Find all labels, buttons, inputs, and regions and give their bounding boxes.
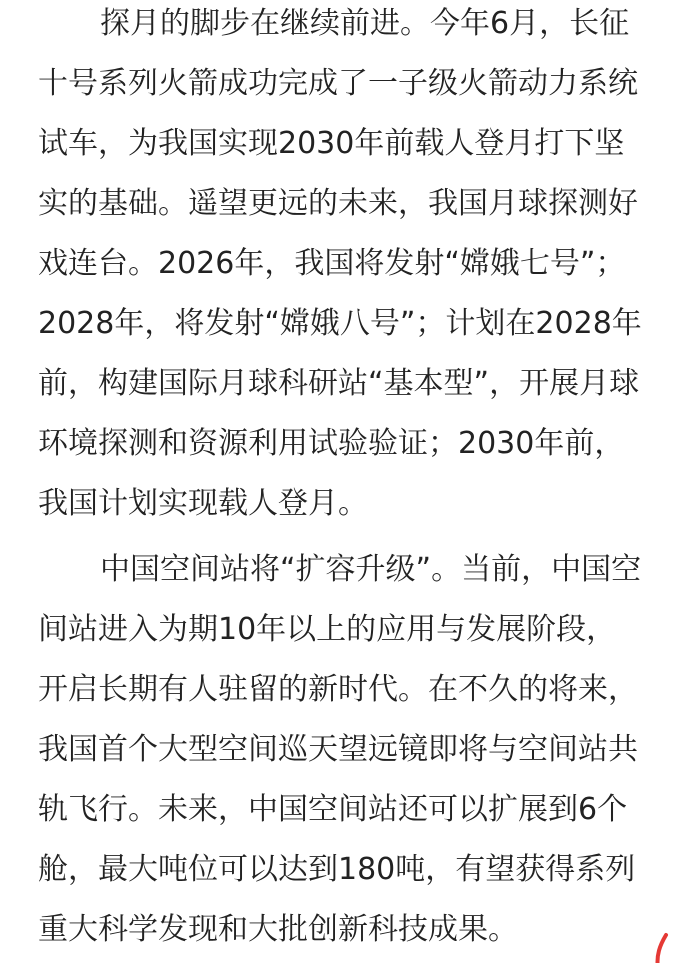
paragraph-line: 戏连台。2026年，我国将发射“嫦娥七号”； [38, 246, 626, 281]
paragraph-line: 舱，最大吨位可以达到180吨，有望获得系列 [38, 852, 636, 887]
paragraph-line: 十号系列火箭成功完成了一子级火箭动力系统 [38, 66, 638, 101]
paragraph-line: 我国计划实现载人登月。 [38, 486, 368, 521]
paragraph-line: 中国空间站将“扩容升级”。当前，中国空 [100, 552, 642, 587]
watermark-stroke-icon [650, 931, 672, 963]
paragraph-line: 轨飞行。未来，中国空间站还可以扩展到6个 [38, 792, 628, 827]
paragraph-line: 开启长期有人驻留的新时代。在不久的将来， [38, 672, 638, 707]
paragraph-2 [38, 540, 654, 960]
paragraph-line: 重大科学发现和大批创新科技成果。 [38, 912, 518, 947]
paragraph-line: 我国首个大型空间巡天望远镜即将与空间站共 [38, 732, 638, 767]
paragraph-1 [38, 0, 654, 534]
paragraph-line: 前，构建国际月球科研站“基本型”，开展月球 [38, 366, 640, 401]
paragraph-line: 实的基础。遥望更远的未来，我国月球探测好 [38, 186, 638, 221]
paragraph-line: 2028年，将发射“嫦娥八号”；计划在2028年 [38, 306, 642, 341]
paragraph-line: 试车，为我国实现2030年前载人登月打下坚 [38, 126, 625, 161]
paragraph-line: 环境探测和资源利用试验验证；2030年前， [38, 426, 625, 461]
paragraph-line: 间站进入为期10年以上的应用与发展阶段， [38, 612, 617, 647]
paragraph-line: 探月的脚步在继续前进。今年6月，长征 [100, 6, 630, 41]
article-body [38, 0, 654, 960]
